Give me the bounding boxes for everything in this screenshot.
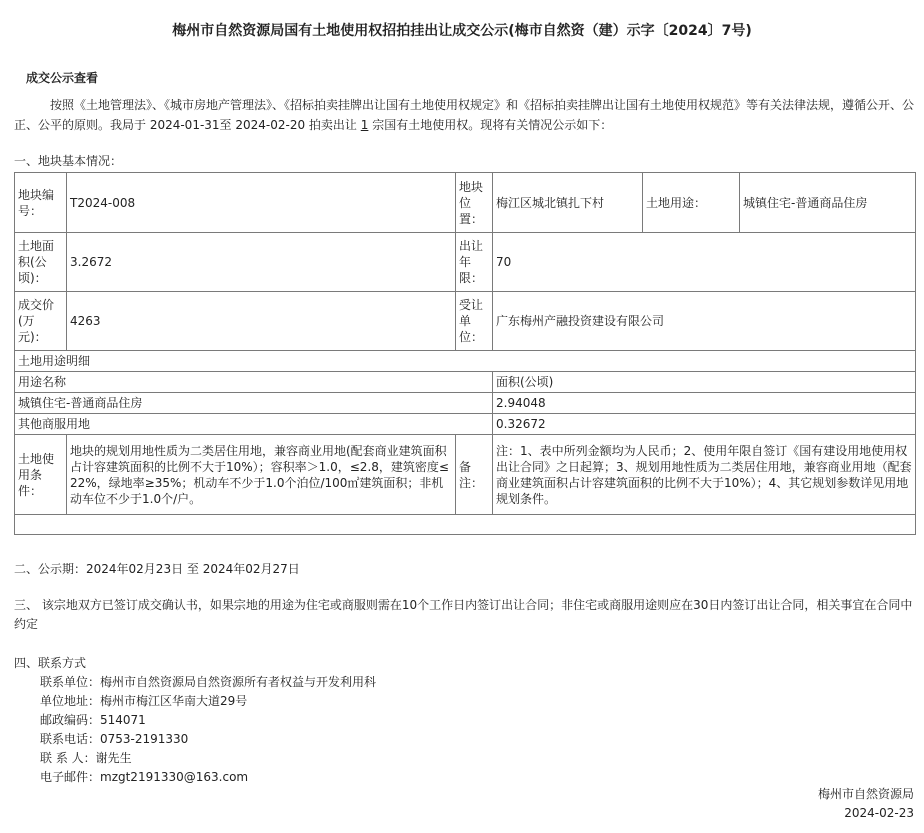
- contact-info: [40, 673, 376, 787]
- parcel-no-label: 地块编号：: [15, 173, 67, 233]
- use-label: 土地用途：: [643, 173, 740, 233]
- detail-col-area: 面积(公顷): [493, 372, 916, 393]
- detail-row-name: 其他商服用地: [15, 414, 493, 435]
- area-value: 3.2672: [67, 233, 456, 292]
- remarks-value: 注：1、表中所列金额均为人民币；2、使用年限自签订《国有建设用地使用权出让合同》之日起算；3、规划用地性质为二类居住用地，兼容商业用地（配套商业建筑面积占计容建筑面积的比例不大于10%）；4、其它规划参数详见用地规划条件。: [493, 435, 916, 515]
- price-value: 4263: [67, 292, 456, 351]
- parcel-no-value: T2024-008: [67, 173, 456, 233]
- contact-person: 联 系 人：谢先生: [40, 751, 132, 765]
- price-label: 成交价(万元)：: [15, 292, 67, 351]
- table-row: [15, 435, 916, 515]
- detail-row-name: 城镇住宅-普通商品住房: [15, 393, 493, 414]
- signature-org: 梅州市自然资源局: [817, 787, 914, 801]
- contact-postcode: 邮政编码：514071: [40, 713, 146, 727]
- contact-phone: 联系电话：0753-2191330: [40, 732, 189, 746]
- conditions-label: 土地使用条件：: [15, 435, 67, 515]
- location-label: 地块位置：: [456, 173, 493, 233]
- page-title: 梅州市自然资源局国有土地使用权招拍挂出让成交公示(梅市自然资（建）示字〔2024〕7号): [172, 23, 752, 39]
- table-row: [15, 351, 916, 372]
- table-row: [15, 515, 916, 535]
- contact-unit: 联系单位：梅州市自然资源局自然资源所有者权益与开发利用科: [40, 675, 377, 689]
- assignee-value: 广东梅州产融投资建设有限公司: [493, 292, 916, 351]
- detail-row-area: 2.94048: [493, 393, 916, 414]
- term-value: 70: [493, 233, 916, 292]
- intro-part1: 按照《土地管理法》、《城市房地产管理法》、《招标拍卖挂牌出让国有土地使用权规定》和《招标拍卖挂牌出让国有土地使用权规范》等有关法律法规，遵循公开、公正、公平的原则。我局于 2024-01-31至 2024-02-20 拍卖出让: [14, 98, 915, 132]
- table-row: [15, 292, 916, 351]
- intro-paragraph: [14, 95, 914, 135]
- land-info-table: [14, 172, 916, 535]
- signature-date: 2024-02-23: [844, 806, 914, 820]
- conditions-value: 地块的规划用地性质为二类居住用地，兼容商业用地(配套商业建筑面积占计容建筑面积的比例不大于10%）；容积率＞1.0，≤2.8，建筑密度≤22%，绿地率≥35%；机动车不少于1.0个泊位/100㎡建筑面积；非机动车位不少于1.0个/户。: [67, 435, 456, 515]
- section3-contract-note: 三、 该宗地双方已签订成交确认书，如果宗地的用途为住宅或商服则需在10个工作日内签订出让合同；非住宅或商服用途则应在30日内签订出让合同，相关事宜在合同中约定: [14, 598, 913, 631]
- table-row: [15, 372, 916, 393]
- section2-notice-period: 二、公示期：2024年02月23日 至 2024年02月27日: [14, 562, 300, 576]
- section4-title: 四、联系方式: [14, 656, 87, 670]
- intro-count: 1: [360, 118, 369, 132]
- section1-title: 一、地块基本情况：: [14, 154, 123, 168]
- detail-row-area: 0.32672: [493, 414, 916, 435]
- detail-title: 土地用途明细: [15, 351, 916, 372]
- detail-col-name: 用途名称: [15, 372, 493, 393]
- contact-email: 电子邮件：mzgt2191330@163.com: [40, 770, 249, 784]
- empty-cell: [15, 515, 916, 535]
- use-value: 城镇住宅-普通商品住房: [740, 173, 916, 233]
- location-value: 梅江区城北镇扎下村: [493, 173, 643, 233]
- table-row: [15, 233, 916, 292]
- table-row: [15, 414, 916, 435]
- remarks-label: 备注：: [456, 435, 493, 515]
- subhead: 成交公示查看: [26, 71, 99, 85]
- assignee-label: 受让单位：: [456, 292, 493, 351]
- term-label: 出让年限：: [456, 233, 493, 292]
- intro-part2: 宗国有土地使用权。现将有关情况公示如下：: [368, 118, 613, 132]
- signature: [818, 785, 914, 823]
- table-row: [15, 393, 916, 414]
- area-label: 土地面积(公顷)：: [15, 233, 67, 292]
- contact-address: 单位地址：梅州市梅江区华南大道29号: [40, 694, 248, 708]
- table-row: [15, 173, 916, 233]
